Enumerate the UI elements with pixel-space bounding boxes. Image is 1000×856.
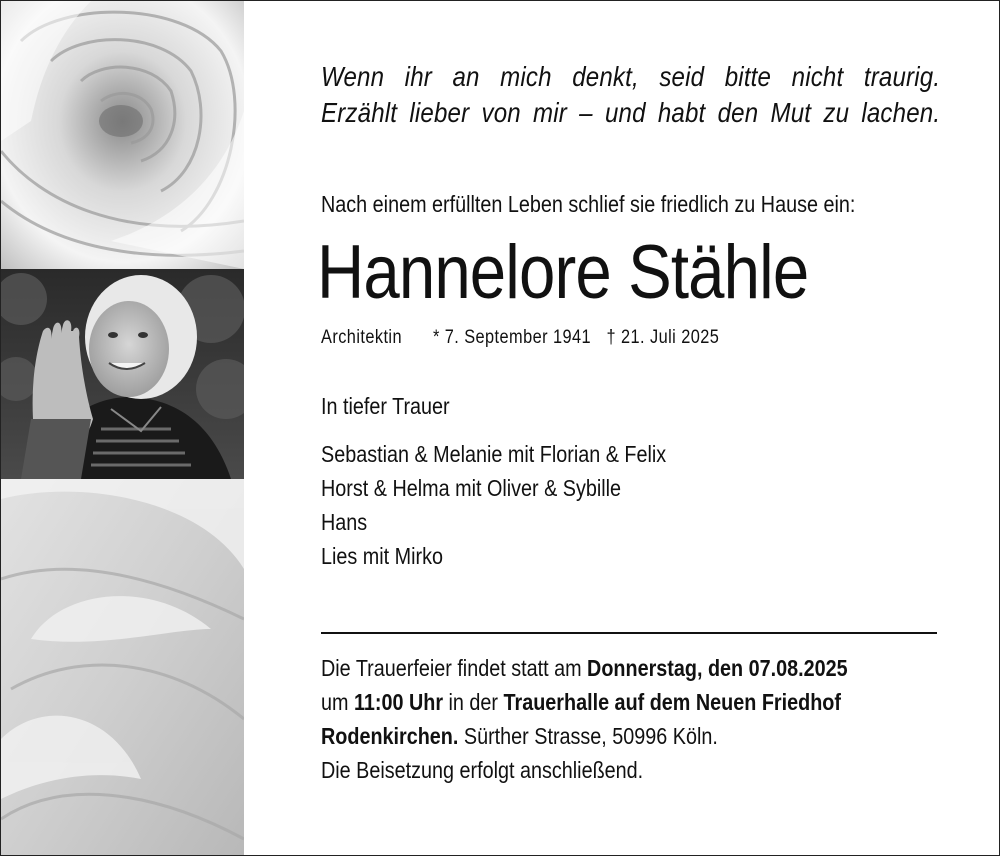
ceremony-line-3 (321, 719, 848, 753)
mourning-label: In tiefer Trauer (321, 393, 450, 419)
rose-photo (1, 1, 244, 269)
birth-date: * 7. September 1941 (432, 327, 592, 348)
profession: Architektin (321, 327, 403, 348)
ceremony-text: in der (443, 689, 504, 715)
ceremony-venue: Trauerhalle auf dem Neuen Friedhof (503, 689, 841, 715)
portrait-photo (1, 269, 244, 479)
family-member: Horst & Helma mit Oliver & Sybille (321, 475, 622, 501)
motto-line-2: Erzählt lieber von mir – und habt den Mut zu lachen. (321, 97, 941, 128)
rose-petal-photo (1, 479, 244, 856)
family-member: Lies mit Mirko (321, 543, 443, 569)
family-member: Sebastian & Melanie mit Florian & Felix (321, 441, 667, 467)
life-data (321, 327, 719, 349)
death-date: † 21. Juli 2025 (606, 327, 720, 348)
ceremony-address: Sürther Strasse, 50996 Köln. (458, 723, 718, 749)
ceremony-date: Donnerstag, den 07.08.2025 (587, 655, 848, 681)
ceremony-text: um (321, 689, 354, 715)
ceremony-line-1 (321, 651, 848, 685)
motto-line-1: Wenn ihr an mich denkt, seid bitte nicht traurig. (321, 61, 941, 92)
family-list (321, 437, 666, 573)
ceremony-text: Die Trauerfeier findet statt am (321, 655, 588, 681)
image-column (1, 1, 244, 856)
family-member: Hans (321, 509, 368, 535)
ceremony-line-4: Die Beisetzung erfolgt anschließend. (321, 757, 644, 783)
motto-quote (321, 59, 941, 131)
ceremony-time: 11:00 Uhr (353, 689, 444, 715)
intro-text: Nach einem erfüllten Leben schlief sie friedlich zu Hause ein: (321, 191, 856, 217)
ceremony-line-2 (321, 685, 848, 719)
ceremony-info (321, 651, 848, 787)
ceremony-district: Rodenkirchen. (321, 723, 459, 749)
divider (321, 632, 937, 634)
deceased-name: Hannelore Stähle (317, 230, 809, 315)
